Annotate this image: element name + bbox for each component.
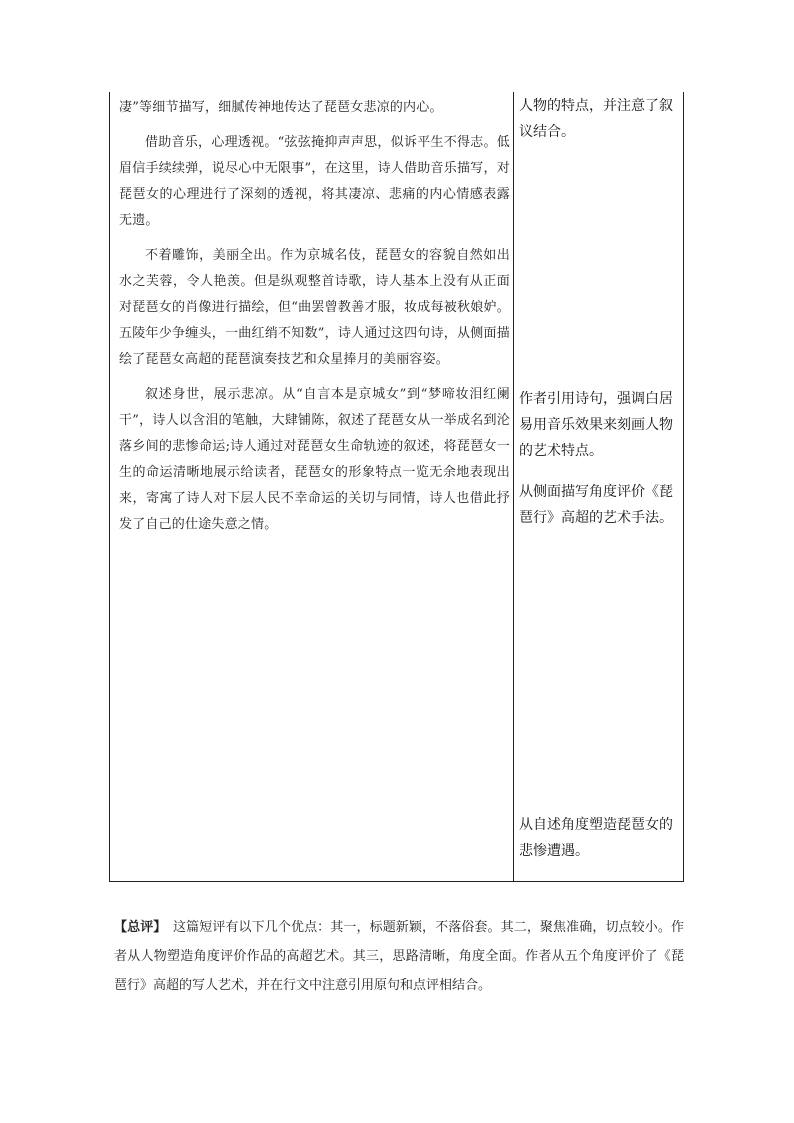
comment-text: 从自述角度塑造琵琶女的悲惨遭遇。: [519, 817, 673, 859]
comment-text: 作者引用诗句，强调白居易用音乐效果来刻画人物的艺术特点。: [519, 391, 673, 459]
comment-character-traits: [519, 93, 682, 145]
analysis-paragraph-life-story: 叙述身世，展示悲凉。从“自言本是京城女”到“梦啼妆泪红阑干”，诗人以含泪的笔触，大肆铺陈，叙述了琵琶女从一举成名到沦落乡间的悲惨命运;诗人通过对琵琶女生命轨迹的叙述，将琵琶女一生的命运清晰地展示给读者，琵琶女的形象特点一览无余地表现出来，寄寓了诗人对下层人民不幸命运的关切与同情，诗人也借此抒发了自己的仕途失意之情。: [119, 387, 510, 532]
comment-music-quote: [519, 386, 682, 464]
summary-section: [114, 913, 684, 1000]
comment-text: 人物的特点，并注意了叙议结合。: [519, 98, 673, 140]
analysis-table: [109, 92, 684, 882]
column-divider: [513, 92, 514, 881]
analysis-paragraph-continued: 凄”等细节描写，细腻传神地传达了琵琶女悲凉的内心。: [119, 100, 443, 115]
summary-tag: 【总评】: [114, 920, 160, 935]
comment-side-description: [519, 479, 682, 531]
comment-self-narration: [519, 812, 682, 864]
analysis-paragraph-music: 借助音乐，心理透视。“弦弦掩抑声声思，似诉平生不得志。低眉信手续续弹，说尽心中无限事”，在这里，诗人借助音乐描写，对琵琶女的心理进行了深刻的透视，将其凄凉、悲痛的内心情感表露无遗。: [119, 135, 510, 228]
analysis-text-column: [119, 95, 510, 538]
summary-text: 这篇短评有以下几个优点：其一，标题新颖，不落俗套。其二，聚焦准确，切点较小。作者从人物塑造角度评价作品的高超艺术。其三，思路清晰，角度全面。作者从五个角度评价了《琵琶行》高超的写人艺术，并在行文中注意引用原句和点评相结合。: [114, 920, 684, 993]
comment-text: 从侧面描写角度评价《琵琶行》高超的艺术手法。: [519, 484, 673, 526]
analysis-paragraph-appearance: 不着雕饰，美丽全出。作为京城名伎，琵琶女的容貌自然如出水之芙蓉，令人艳羡。但是纵观整首诗歌，诗人基本上没有从正面对琵琶女的肖像进行描绘，但“曲罢曾教善才服，妆成每被秋娘妒。五陵年少争缠头，一曲红绡不知数”，诗人通过这四句诗，从侧面描绘了琵琶女高超的琵琶演奏技艺和众星捧月的美丽容姿。: [119, 248, 510, 367]
